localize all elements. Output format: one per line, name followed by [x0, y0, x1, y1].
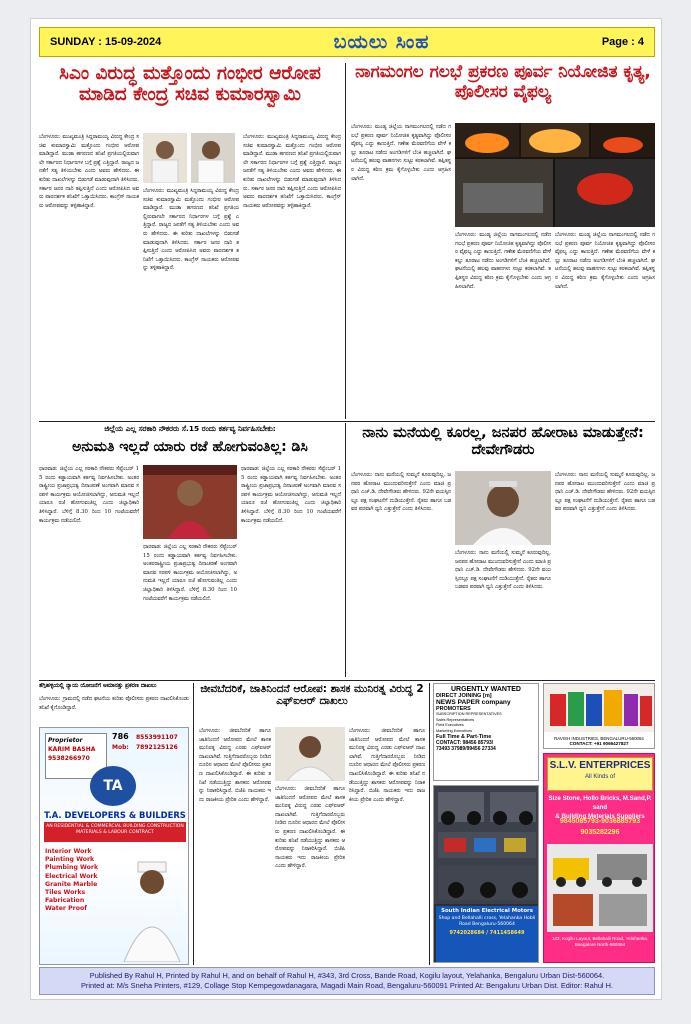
ad-ravish-industries — [543, 683, 655, 749]
ad-urgent-direct-label: DIRECT JOINING — [436, 693, 482, 699]
story2-photo-collage — [455, 123, 655, 227]
page-number: Page : 4 — [601, 36, 644, 48]
story3-body-col2: ಧಾರವಾಡ: ಜಿಲ್ಲೆಯ ಎಲ್ಲ ಸರಕಾರಿ ನೌಕರರು ಸೆಪ್ಟೆಂಬರ್ 15 ರಂದು ಕಡ್ಡಾಯವಾಗಿ ಕರ್ತವ್ಯ ನಿರ್ವಹಿಸಬೇಕು. ಅಂತರರಾಷ್ಟ್ರೀಯ ಪ್ರಜಾಪ್ರಭುತ್ವ ದಿನಾಚರಣೆ ಅಂಗವಾಗಿ ಮಾನವ ಸರಪಳಿ ಕಾರ್ಯಕ್ರಮ ಆಯೋಜಿಸಲಾಗಿದ್ದು, ಅನುಮತಿ ಇಲ್ಲದೆ ಯಾರೂ ರಜೆ ಹೋಗುವಂತಿಲ್ಲ ಎಂದು ಜಿಲ್ಲಾಧಿಕಾರಿ ತಿಳಿಸಿದ್ದಾರೆ. ಬೆಳಿಗ್ಗೆ 8.30 ರಿಂದ 10 ಗಂಟೆಯವರೆಗೆ ಕಾರ್ಯಕ್ರಮ ನಡೆಯಲಿದೆ. — [143, 544, 237, 602]
ad-ta-proprietor-name: KARIM BASHA — [48, 746, 96, 753]
story1-headline-box — [39, 63, 341, 127]
ad-urgent-roles — [436, 712, 536, 734]
ad-urgent-company: NEWS PAPER company — [436, 699, 511, 706]
story3-body-col1: ಧಾರವಾಡ: ಜಿಲ್ಲೆಯ ಎಲ್ಲ ಸರಕಾರಿ ನೌಕರರು ಸೆಪ್ಟೆಂಬರ್ 15 ರಂದು ಕಡ್ಡಾಯವಾಗಿ ಕರ್ತವ್ಯ ನಿರ್ವಹಿಸಬೇಕು. ಅಂತರರಾಷ್ಟ್ರೀಯ ಪ್ರಜಾಪ್ರಭುತ್ವ ದಿನಾಚರಣೆ ಅಂಗವಾಗಿ ಮಾನವ ಸರಪಳಿ ಕಾರ್ಯಕ್ರಮ ಆಯೋಜಿಸಲಾಗಿದ್ದು, ಅನುಮತಿ ಇಲ್ಲದೆ ಯಾರೂ ರಜೆ ಹೋಗುವಂತಿಲ್ಲ ಎಂದು ಜಿಲ್ಲಾಧಿಕಾರಿ ತಿಳಿಸಿದ್ದಾರೆ. ಬೆಳಿಗ್ಗೆ 8.30 ರಿಂದ 10 ಗಂಟೆಯವರೆಗೆ ಕಾರ್ಯಕ್ರಮ ನಡೆಯಲಿದೆ. — [39, 466, 139, 524]
ad-slv-phone3: 9035282296 — [580, 829, 620, 836]
story6-photo — [275, 727, 345, 781]
column-divider — [345, 63, 346, 419]
ad-urgent-role: SUBSCRIPTION REPRESENTATIVES — [436, 712, 502, 716]
ad-urgent-role: Marketing Executives — [436, 728, 473, 733]
ad-slv-trucks-photo — [547, 844, 653, 932]
footer-line2: Printed at: M/s Sneha Printers, #129, Collage Stop Kempegowdanagara, Magadi Main Road, Bengaluru-560091 Printed At: Bengaluru Urban Dist. Editor: Rahul H. — [80, 981, 614, 990]
ad-ta-service: Granite Marble — [45, 880, 98, 888]
story1-body-col1: ಬೆಂಗಳೂರು: ಮುಖ್ಯಮಂತ್ರಿ ಸಿದ್ದರಾಮಯ್ಯ ವಿರುದ್ಧ ಕೇಂದ್ರ ಸಚಿವ ಕುಮಾರಸ್ವಾಮಿ ಮತ್ತೊಂದು ಗಂಭೀರ ಆರೋಪ ಮಾಡಿದ್ದಾರೆ. ಮುಡಾ ಹಗರಣದ ತನಿಖೆ ಪ್ರಗತಿಯಲ್ಲಿರುವಾಗಲೇ ಸರ್ಕಾರದ ನಿರ್ಧಾರಗಳ ಬಗ್ಗೆ ಪ್ರಶ್ನೆ ಎತ್ತಿದ್ದಾರೆ. ರಾಜ್ಯದ ಜನತೆಗೆ ಸತ್ಯ ತಿಳಿಯಬೇಕು ಎಂದು ಅವರು ಹೇಳಿದರು. ಈ ಕುರಿತು ದಾಖಲೆಗಳನ್ನು ಬಿಡುಗಡೆ ಮಾಡುವುದಾಗಿ ತಿಳಿಸಿದರು. ಸರ್ಕಾರ ಜನರ ದಾರಿ ತಪ್ಪಿಸುತ್ತಿದೆ ಎಂದು ಆರೋಪಿಸಿದ ಅವರು ಪಾರದರ್ಶಕ ತನಿಖೆಗೆ ಒತ್ತಾಯಿಸಿದರು. ಕಾಂಗ್ರೆಸ್ ನಾಯಕರು ಆರೋಪವನ್ನು ತಳ್ಳಿಹಾಕಿದ್ದಾರೆ. — [39, 134, 139, 209]
ad-ta-code: 786 — [112, 732, 129, 741]
ad-ravish-caption: RAVISH INDUSTRIES, BENGALURU-560064 — [554, 736, 644, 741]
ad-slv-phones-box — [547, 816, 653, 838]
ad-ta-service: Electrical Work — [45, 872, 98, 880]
product-packs-photo — [544, 684, 655, 732]
ad-ravish-phone: CONTACT: +91 9066427827 — [569, 741, 629, 746]
newspaper-page — [30, 18, 662, 1000]
story1-headline: ಸಿಎಂ ವಿರುದ್ಧ ಮತ್ತೊಂದು ಗಂಭೀರ ಆರೋಪ ಮಾಡಿದ ಕೇಂದ್ರ ಸಚಿವ ಕುಮಾರಸ್ವಾಮಿ — [59, 63, 321, 106]
ad-ta-proprietor-label: Proprietor — [48, 737, 83, 744]
ad-urgent-type: Full Time & Part-Time — [436, 734, 492, 741]
ad-urgent-phones: 73493 37989/99456 27334 — [436, 746, 496, 753]
story6-body-col3: ಬೆಂಗಳೂರು: ಜೀವಬೆದರಿಕೆ ಹಾಗೂ ಜಾತಿನಿಂದನೆ ಆರೋಪದ ಮೇಲೆ ಶಾಸಕ ಮುನಿರತ್ನ ವಿರುದ್ಧ ಎರಡು ಎಫ್‌ಐಆರ್ ದಾಖಲಾಗಿವೆ. ಗುತ್ತಿಗೆದಾರರೊಬ್ಬರು ನೀಡಿದ ದೂರಿನ ಆಧಾರದ ಮೇಲೆ ಪೊಲೀಸರು ಪ್ರಕರಣ ದಾಖಲಿಸಿಕೊಂಡಿದ್ದಾರೆ. ಈ ಕುರಿತು ತನಿಖೆ ನಡೆಯುತ್ತಿದ್ದು ಶಾಸಕರು ಆರೋಪವನ್ನು ನಿರಾಕರಿಸಿದ್ದಾರೆ. ಬಿಜೆಪಿ ನಾಯಕರು ಇದು ರಾಜಕೀಯ ಪ್ರೇರಿತ ಎಂದು ಹೇಳಿದ್ದಾರೆ. — [349, 728, 425, 803]
story5-headline: ತೆಗ್ಗಿಹಳ್ಳಿಯಲ್ಲಿ ನ್ಯಾಯ ಯೋಜನೆಗೆ ಅಮಾನತ್ತು ಪ್ರಕರಣ ದಾಖಲು — [39, 683, 157, 689]
column-divider — [345, 423, 346, 677]
riot-photo-art — [455, 123, 655, 227]
ad-ta-service: Tiles Works — [45, 889, 86, 897]
ad-ta-person-photo — [118, 858, 186, 962]
footer-line1: Published By Rahul H, Printed by Rahul H, and on behalf of Rahul H, #343, 3rd Cross, Bande Road, Kogilu layout, Yelahanka, Bengaluru Urban Dist-560064. — [89, 971, 605, 980]
story2-body-col2: ಬೆಂಗಳೂರು: ಮಂಡ್ಯ ಜಿಲ್ಲೆಯ ನಾಗಮಂಗಲದಲ್ಲಿ ನಡೆದ ಗಲಭೆ ಪ್ರಕರಣ ಪೂರ್ವ ನಿಯೋಜಿತ ಕೃತ್ಯವಾಗಿದ್ದು ಪೊಲೀಸರ ವೈಫಲ್ಯ ಎದ್ದು ಕಾಣುತ್ತಿದೆ. ಗಣೇಶ ಮೆರವಣಿಗೆಯ ವೇಳೆ ಕಲ್ಲು ತೂರಾಟ ನಡೆದು ಅಂಗಡಿಗಳಿಗೆ ಬೆಂಕಿ ಹಚ್ಚಲಾಗಿದೆ. ಘಟನೆಯಲ್ಲಿ ಹಲವು ವಾಹನಗಳು ಸುಟ್ಟು ಕರಕಲಾಗಿವೆ. ತಪ್ಪಿತಸ್ಥರ ವಿರುದ್ಧ ಕಠಿಣ ಕ್ರಮ ಕೈಗೊಳ್ಳಬೇಕು ಎಂದು ಆಗ್ರಹಿಸಲಾಗಿದೆ. — [455, 232, 551, 290]
story1-photo-art — [143, 133, 235, 183]
story3-kicker: ಜಿಲ್ಲೆಯ ಎಲ್ಲ ಸರಕಾರಿ ನೌಕರರು ಸೆ.15 ರಂದು ಕರ್ತವ್ಯ ನಿರ್ವಹಿಸಬೇಕು: — [104, 425, 276, 433]
story1-photo — [143, 133, 235, 183]
ad-slv-enterprices — [543, 753, 655, 963]
story4-body-col2: ಬೆಂಗಳೂರು: ನಾನು ಮನೆಯಲ್ಲಿ ಸುಮ್ಮನೆ ಕೂರುವುದಿಲ್ಲ. ಜನಪರ ಹೋರಾಟ ಮುಂದುವರಿಸುತ್ತೇನೆ ಎಂದು ಮಾಜಿ ಪ್ರಧಾನಿ ಎಚ್.ಡಿ. ದೇವೇಗೌಡರು ಹೇಳಿದರು. 92ನೇ ವಯಸ್ಸಿನಲ್ಲೂ ಪಕ್ಷ ಸಂಘಟನೆಗೆ ದುಡಿಯುತ್ತೇನೆ. ರೈತರು ಹಾಗೂ ಬಡವರ ಪರವಾಗಿ ಧ್ವನಿ ಎತ್ತುತ್ತೇನೆ ಎಂದು ತಿಳಿಸಿದರು. — [455, 550, 551, 591]
dc-photo-art — [143, 465, 237, 539]
ad-urgent-role: Sales Representatives — [436, 717, 474, 722]
section-divider — [39, 680, 655, 681]
ad-slv-line3: & Building Meterials Suppliers — [555, 813, 645, 820]
ad-ta-tagline: AN RESIDENTIAL & COMMERCIAL BUILDING CONSTRUCTION MATERIALS & LABOUR CONTRACT — [44, 822, 186, 842]
ad-slv-phones: 9845085793-9036885793 — [559, 818, 641, 825]
story2-headline-box — [351, 63, 655, 119]
ad-urgent-contact: CONTACT: 98456 85793/ — [436, 740, 494, 747]
ad-slv-name-box — [547, 757, 653, 791]
ad-ta-developers — [39, 727, 189, 965]
story4-headline-box — [351, 425, 655, 467]
story6-headline-box — [199, 683, 425, 723]
story5-headline-box — [39, 683, 189, 695]
ad-slv-name: S.L.V. ENTERPRICES — [549, 760, 651, 771]
ad-shop-phone: 9742028684 / 7411458649 — [449, 930, 525, 936]
devegowda-photo-art — [455, 471, 551, 545]
ad-urgent-title: URGENTLY WANTED — [450, 686, 521, 693]
story6-body-col1: ಬೆಂಗಳೂರು: ಜೀವಬೆದರಿಕೆ ಹಾಗೂ ಜಾತಿನಿಂದನೆ ಆರೋಪದ ಮೇಲೆ ಶಾಸಕ ಮುನಿರತ್ನ ವಿರುದ್ಧ ಎರಡು ಎಫ್‌ಐಆರ್ ದಾಖಲಾಗಿವೆ. ಗುತ್ತಿಗೆದಾರರೊಬ್ಬರು ನೀಡಿದ ದೂರಿನ ಆಧಾರದ ಮೇಲೆ ಪೊಲೀಸರು ಪ್ರಕರಣ ದಾಖಲಿಸಿಕೊಂಡಿದ್ದಾರೆ. ಈ ಕುರಿತು ತನಿಖೆ ನಡೆಯುತ್ತಿದ್ದು ಶಾಸಕರು ಆರೋಪವನ್ನು ನಿರಾಕರಿಸಿದ್ದಾರೆ. ಬಿಜೆಪಿ ನಾಯಕರು ಇದು ರಾಜಕೀಯ ಪ್ರೇರಿತ ಎಂದು ಹೇಳಿದ್ದಾರೆ. — [199, 728, 271, 803]
masthead — [39, 27, 655, 57]
story4-headline: ನಾನು ಮನೆಯಲ್ಲಿ ಕೂರಲ್ಲ, ಜನಪರ ಹೋರಾಟ ಮಾಡುತ್ತೇನೆ: ದೇವೇಗೌಡರು — [362, 425, 644, 458]
ad-ta-service: Fabrication — [45, 897, 85, 905]
motors-shop-photo — [434, 786, 539, 904]
story3-kicker-box — [39, 425, 341, 437]
ad-ta-service: Plumbing Work — [45, 864, 99, 872]
ad-electrical-motors — [433, 785, 539, 963]
story3-body-col3: ಧಾರವಾಡ: ಜಿಲ್ಲೆಯ ಎಲ್ಲ ಸರಕಾರಿ ನೌಕರರು ಸೆಪ್ಟೆಂಬರ್ 15 ರಂದು ಕಡ್ಡಾಯವಾಗಿ ಕರ್ತವ್ಯ ನಿರ್ವಹಿಸಬೇಕು. ಅಂತರರಾಷ್ಟ್ರೀಯ ಪ್ರಜಾಪ್ರಭುತ್ವ ದಿನಾಚರಣೆ ಅಂಗವಾಗಿ ಮಾನವ ಸರಪಳಿ ಕಾರ್ಯಕ್ರಮ ಆಯೋಜಿಸಲಾಗಿದ್ದು, ಅನುಮತಿ ಇಲ್ಲದೆ ಯಾರೂ ರಜೆ ಹೋಗುವಂತಿಲ್ಲ ಎಂದು ಜಿಲ್ಲಾಧಿಕಾರಿ ತಿಳಿಸಿದ್ದಾರೆ. ಬೆಳಿಗ್ಗೆ 8.30 ರಿಂದ 10 ಗಂಟೆಯವರೆಗೆ ಕಾರ್ಯಕ್ರಮ ನಡೆಯಲಿದೆ. — [241, 466, 341, 524]
story6-body-col2: ಬೆಂಗಳೂರು: ಜೀವಬೆದರಿಕೆ ಹಾಗೂ ಜಾತಿನಿಂದನೆ ಆರೋಪದ ಮೇಲೆ ಶಾಸಕ ಮುನಿರತ್ನ ವಿರುದ್ಧ ಎರಡು ಎಫ್‌ಐಆರ್ ದಾಖಲಾಗಿವೆ. ಗುತ್ತಿಗೆದಾರರೊಬ್ಬರು ನೀಡಿದ ದೂರಿನ ಆಧಾರದ ಮೇಲೆ ಪೊಲೀಸರು ಪ್ರಕರಣ ದಾಖಲಿಸಿಕೊಂಡಿದ್ದಾರೆ. ಈ ಕುರಿತು ತನಿಖೆ ನಡೆಯುತ್ತಿದ್ದು ಶಾಸಕರು ಆರೋಪವನ್ನು ನಿರಾಕರಿಸಿದ್ದಾರೆ. ಬಿಜೆಪಿ ನಾಯಕರು ಇದು ರಾಜಕೀಯ ಪ್ರೇರಿತ ಎಂದು ಹೇಳಿದ್ದಾರೆ. — [275, 786, 345, 870]
ad-ta-services — [45, 848, 98, 914]
ad-ta-phone2: 7892125126 — [136, 744, 178, 751]
ad-ta-service: Interior Work — [45, 848, 92, 855]
ad-ta-service: Water Proof — [45, 905, 87, 913]
ad-slv-line2: Size Stone, Hollo Bricks, M.Sand,P. sand — [548, 795, 652, 811]
story2-body-col1: ಬೆಂಗಳೂರು: ಮಂಡ್ಯ ಜಿಲ್ಲೆಯ ನಾಗಮಂಗಲದಲ್ಲಿ ನಡೆದ ಗಲಭೆ ಪ್ರಕರಣ ಪೂರ್ವ ನಿಯೋಜಿತ ಕೃತ್ಯವಾಗಿದ್ದು ಪೊಲೀಸರ ವೈಫಲ್ಯ ಎದ್ದು ಕಾಣುತ್ತಿದೆ. ಗಣೇಶ ಮೆರವಣಿಗೆಯ ವೇಳೆ ಕಲ್ಲು ತೂರಾಟ ನಡೆದು ಅಂಗಡಿಗಳಿಗೆ ಬೆಂಕಿ ಹಚ್ಚಲಾಗಿದೆ. ಘಟನೆಯಲ್ಲಿ ಹಲವು ವಾಹನಗಳು ಸುಟ್ಟು ಕರಕಲಾಗಿವೆ. ತಪ್ಪಿತಸ್ಥರ ವಿರುದ್ಧ ಕಠಿಣ ಕ್ರಮ ಕೈಗೊಳ್ಳಬೇಕು ಎಂದು ಆಗ್ರಹಿಸಲಾಗಿದೆ. — [351, 124, 451, 182]
column-divider — [193, 683, 194, 965]
ad-urgently-wanted — [433, 683, 539, 781]
ad-ta-service: Painting Work — [45, 856, 95, 864]
story2-headline: ನಾಗಮಂಗಲ ಗಲಭೆ ಪ್ರಕರಣ ಪೂರ್ವ ನಿಯೋಜಿತ ಕೃತ್ಯ, ಪೊಲೀಸರ ವೈಫಲ್ಯ — [355, 63, 651, 102]
ad-slv-address: 142, Kogilu Layout, Bellahalli Road, Yelahanka, Bangalore North-560064 — [551, 936, 649, 947]
story3-headline-box — [39, 439, 341, 461]
story6-headline: ಜೀವಬೆದರಿಕೆ, ಜಾತಿನಿಂದನೆ ಆರೋಪ: ಶಾಸಕ ಮುನಿರತ್ನ ವಿರುದ್ಧ 2 ಎಫ್‌ಐಆರ್ ದಾಖಲು — [200, 683, 424, 708]
newspaper-title: ಬಯಲು ಸಿಂಹ — [333, 31, 430, 53]
ad-shop-name: South Indian Electrical Motors — [441, 908, 533, 914]
ad-ta-phone1: 8553991107 — [136, 734, 178, 741]
munirathna-photo-art — [275, 727, 345, 781]
story5-body: ಬೆಂಗಳೂರು: ಗ್ರಾಮದಲ್ಲಿ ನಡೆದ ಘಟನೆಯ ಕುರಿತು ಪೊಲೀಸರು ಪ್ರಕರಣ ದಾಖಲಿಸಿಕೊಂಡು ತನಿಖೆ ಕೈಗೊಂಡಿದ್ದಾರೆ. — [39, 696, 189, 711]
story3-photo — [143, 465, 237, 539]
story4-body-col3: ಬೆಂಗಳೂರು: ನಾನು ಮನೆಯಲ್ಲಿ ಸುಮ್ಮನೆ ಕೂರುವುದಿಲ್ಲ. ಜನಪರ ಹೋರಾಟ ಮುಂದುವರಿಸುತ್ತೇನೆ ಎಂದು ಮಾಜಿ ಪ್ರಧಾನಿ ಎಚ್.ಡಿ. ದೇವೇಗೌಡರು ಹೇಳಿದರು. 92ನೇ ವಯಸ್ಸಿನಲ್ಲೂ ಪಕ್ಷ ಸಂಘಟನೆಗೆ ದುಡಿಯುತ್ತೇನೆ. ರೈತರು ಹಾಗೂ ಬಡವರ ಪರವಾಗಿ ಧ್ವನಿ ಎತ್ತುತ್ತೇನೆ ಎಂದು ತಿಳಿಸಿದರು. — [555, 472, 655, 513]
ad-urgent-count: [m] — [482, 693, 492, 699]
issue-date: SUNDAY : 15-09-2024 — [50, 36, 162, 48]
story1-body-col3: ಬೆಂಗಳೂರು: ಮುಖ್ಯಮಂತ್ರಿ ಸಿದ್ದರಾಮಯ್ಯ ವಿರುದ್ಧ ಕೇಂದ್ರ ಸಚಿವ ಕುಮಾರಸ್ವಾಮಿ ಮತ್ತೊಂದು ಗಂಭೀರ ಆರೋಪ ಮಾಡಿದ್ದಾರೆ. ಮುಡಾ ಹಗರಣದ ತನಿಖೆ ಪ್ರಗತಿಯಲ್ಲಿರುವಾಗಲೇ ಸರ್ಕಾರದ ನಿರ್ಧಾರಗಳ ಬಗ್ಗೆ ಪ್ರಶ್ನೆ ಎತ್ತಿದ್ದಾರೆ. ರಾಜ್ಯದ ಜನತೆಗೆ ಸತ್ಯ ತಿಳಿಯಬೇಕು ಎಂದು ಅವರು ಹೇಳಿದರು. ಈ ಕುರಿತು ದಾಖಲೆಗಳನ್ನು ಬಿಡುಗಡೆ ಮಾಡುವುದಾಗಿ ತಿಳಿಸಿದರು. ಸರ್ಕಾರ ಜನರ ದಾರಿ ತಪ್ಪಿಸುತ್ತಿದೆ ಎಂದು ಆರೋಪಿಸಿದ ಅವರು ಪಾರದರ್ಶಕ ತನಿಖೆಗೆ ಒತ್ತಾಯಿಸಿದರು. ಕಾಂಗ್ರೆಸ್ ನಾಯಕರು ಆರೋಪವನ್ನು ತಳ್ಳಿಹಾಕಿದ್ದಾರೆ. — [243, 134, 341, 209]
ad-urgent-role: Field Executives — [436, 723, 464, 728]
section-divider — [39, 421, 655, 422]
ad-ta-company: T.A. DEVELOPERS & BUILDERS — [44, 810, 186, 820]
ad-ta-proprietor-phone: 9538266970 — [48, 755, 90, 762]
story2-body-col3: ಬೆಂಗಳೂರು: ಮಂಡ್ಯ ಜಿಲ್ಲೆಯ ನಾಗಮಂಗಲದಲ್ಲಿ ನಡೆದ ಗಲಭೆ ಪ್ರಕರಣ ಪೂರ್ವ ನಿಯೋಜಿತ ಕೃತ್ಯವಾಗಿದ್ದು ಪೊಲೀಸರ ವೈಫಲ್ಯ ಎದ್ದು ಕಾಣುತ್ತಿದೆ. ಗಣೇಶ ಮೆರವಣಿಗೆಯ ವೇಳೆ ಕಲ್ಲು ತೂರಾಟ ನಡೆದು ಅಂಗಡಿಗಳಿಗೆ ಬೆಂಕಿ ಹಚ್ಚಲಾಗಿದೆ. ಘಟನೆಯಲ್ಲಿ ಹಲವು ವಾಹನಗಳು ಸುಟ್ಟು ಕರಕಲಾಗಿವೆ. ತಪ್ಪಿತಸ್ಥರ ವಿರುದ್ಧ ಕಠಿಣ ಕ್ರಮ ಕೈಗೊಳ್ಳಬೇಕು ಎಂದು ಆಗ್ರಹಿಸಲಾಗಿದೆ. — [555, 232, 655, 290]
column-divider — [429, 683, 430, 965]
story4-photo — [455, 471, 551, 545]
story1-body-col2: ಬೆಂಗಳೂರು: ಮುಖ್ಯಮಂತ್ರಿ ಸಿದ್ದರಾಮಯ್ಯ ವಿರುದ್ಧ ಕೇಂದ್ರ ಸಚಿವ ಕುಮಾರಸ್ವಾಮಿ ಮತ್ತೊಂದು ಗಂಭೀರ ಆರೋಪ ಮಾಡಿದ್ದಾರೆ. ಮುಡಾ ಹಗರಣದ ತನಿಖೆ ಪ್ರಗತಿಯಲ್ಲಿರುವಾಗಲೇ ಸರ್ಕಾರದ ನಿರ್ಧಾರಗಳ ಬಗ್ಗೆ ಪ್ರಶ್ನೆ ಎತ್ತಿದ್ದಾರೆ. ರಾಜ್ಯದ ಜನತೆಗೆ ಸತ್ಯ ತಿಳಿಯಬೇಕು ಎಂದು ಅವರು ಹೇಳಿದರು. ಈ ಕುರಿತು ದಾಖಲೆಗಳನ್ನು ಬಿಡುಗಡೆ ಮಾಡುವುದಾಗಿ ತಿಳಿಸಿದರು. ಸರ್ಕಾರ ಜನರ ದಾರಿ ತಪ್ಪಿಸುತ್ತಿದೆ ಎಂದು ಆರೋಪಿಸಿದ ಅವರು ಪಾರದರ್ಶಕ ತನಿಖೆಗೆ ಒತ್ತಾಯಿಸಿದರು. ಕಾಂಗ್ರೆಸ್ ನಾಯಕರು ಆರೋಪವನ್ನು ತಳ್ಳಿಹಾಕಿದ್ದಾರೆ. — [143, 188, 239, 272]
ad-urgent-promoters: PROMOTERS — [436, 706, 471, 712]
ad-shop-address: Shop and Bellahalli cross, Yelahanka Hobli Road Bengaluru-560064 — [438, 916, 536, 927]
ad-shop-info — [436, 906, 538, 962]
ad-ta-mob-label: Mob: — [112, 744, 129, 751]
footer-imprint — [39, 967, 655, 995]
ad-slv-line1: All Kinds of — [584, 774, 615, 780]
story3-headline: ಅನುಮತಿ ಇಲ್ಲದೆ ಯಾರು ರಜೆ ಹೋಗುವಂತಿಲ್ಲ: ಡಿಸಿ — [72, 439, 308, 455]
story4-body-col1: ಬೆಂಗಳೂರು: ನಾನು ಮನೆಯಲ್ಲಿ ಸುಮ್ಮನೆ ಕೂರುವುದಿಲ್ಲ. ಜನಪರ ಹೋರಾಟ ಮುಂದುವರಿಸುತ್ತೇನೆ ಎಂದು ಮಾಜಿ ಪ್ರಧಾನಿ ಎಚ್.ಡಿ. ದೇವೇಗೌಡರು ಹೇಳಿದರು. 92ನೇ ವಯಸ್ಸಿನಲ್ಲೂ ಪಕ್ಷ ಸಂಘಟನೆಗೆ ದುಡಿಯುತ್ತೇನೆ. ರೈತರು ಹಾಗೂ ಬಡವರ ಪರವಾಗಿ ಧ್ವನಿ ಎತ್ತುತ್ತೇನೆ ಎಂದು ತಿಳಿಸಿದರು. — [351, 472, 451, 513]
ta-logo-icon: TA — [90, 766, 136, 806]
